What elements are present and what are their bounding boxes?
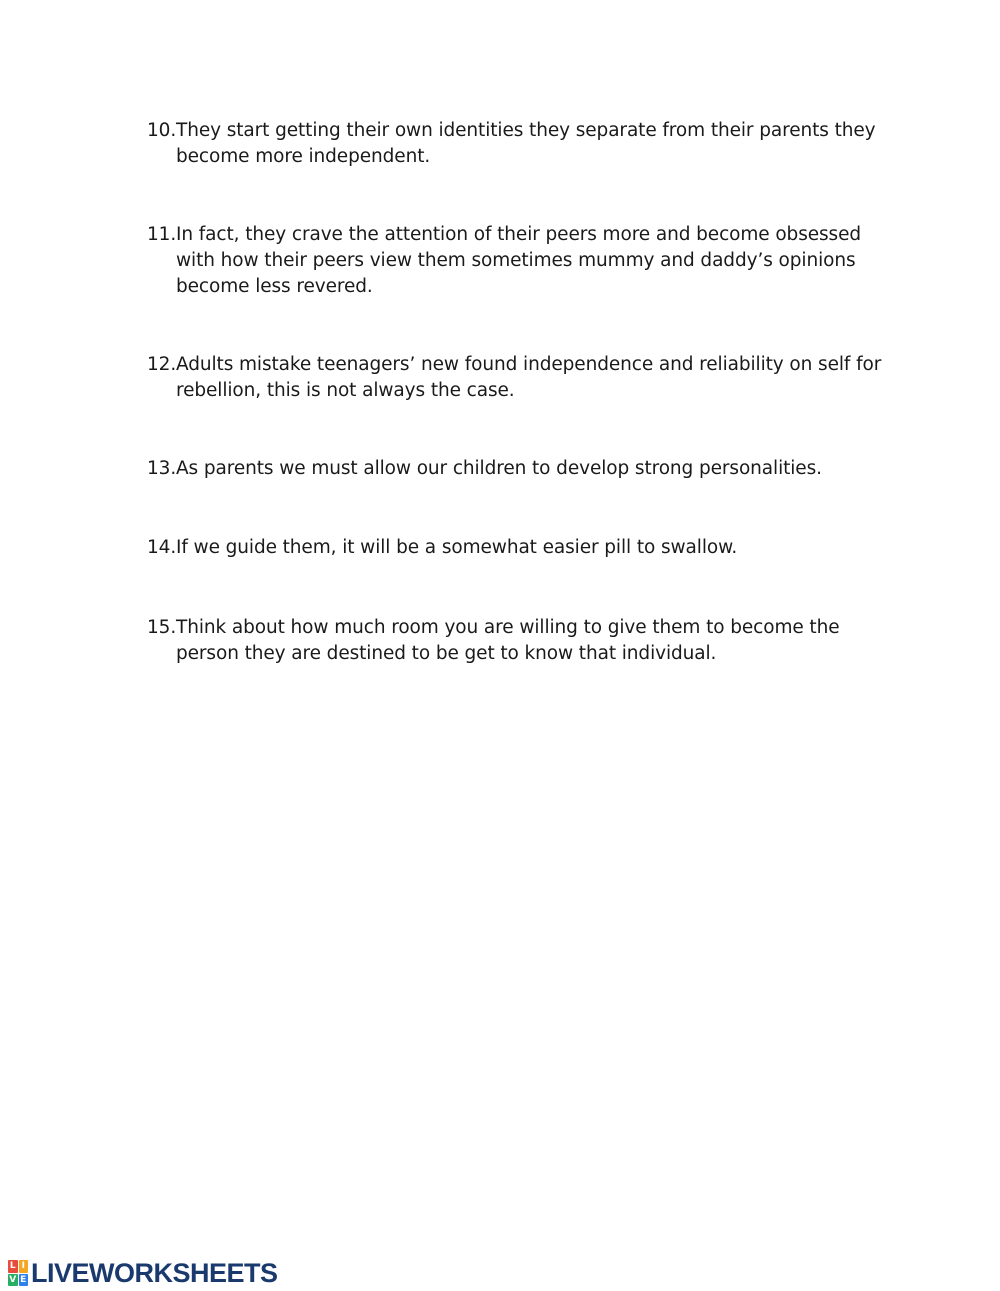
logo-mark-tile: I bbox=[19, 1260, 29, 1273]
item-number: 12. bbox=[147, 354, 177, 375]
item-text: They start getting their own identities they separate from their parents they become more independent. bbox=[176, 120, 876, 167]
item-number: 15. bbox=[147, 617, 177, 638]
item-text: In fact, they crave the attention of their peers more and become obsessed with how their peers view them sometimes mummy and daddy’s opinions become less revered. bbox=[176, 224, 862, 297]
logo-text: LIVEWORKSHEETS bbox=[31, 1257, 278, 1288]
list-item bbox=[147, 222, 887, 300]
logo-mark-icon bbox=[8, 1260, 28, 1286]
item-number: 14. bbox=[147, 537, 177, 558]
item-text: Adults mistake teenagers’ new found independence and reliability on self for rebellion, this is not always the case. bbox=[176, 354, 882, 401]
item-text: As parents we must allow our children to develop strong personalities. bbox=[176, 458, 822, 479]
logo-mark-tile: E bbox=[20, 1274, 27, 1285]
logo-mark-tile: V bbox=[9, 1274, 17, 1285]
list-item bbox=[147, 615, 887, 667]
item-number: 10. bbox=[147, 120, 177, 141]
logo-mark-tile: L bbox=[9, 1261, 16, 1272]
item-number: 13. bbox=[147, 458, 177, 479]
list-item bbox=[147, 535, 887, 561]
item-text: If we guide them, it will be a somewhat easier pill to swallow. bbox=[176, 537, 738, 558]
list-item bbox=[147, 456, 887, 482]
liveworksheets-logo[interactable] bbox=[8, 1258, 278, 1288]
item-number: 11. bbox=[147, 224, 177, 245]
item-text: Think about how much room you are willing to give them to become the person they are destined to be get to know that individual. bbox=[176, 617, 840, 664]
list-item bbox=[147, 352, 887, 404]
list-item bbox=[147, 118, 887, 170]
